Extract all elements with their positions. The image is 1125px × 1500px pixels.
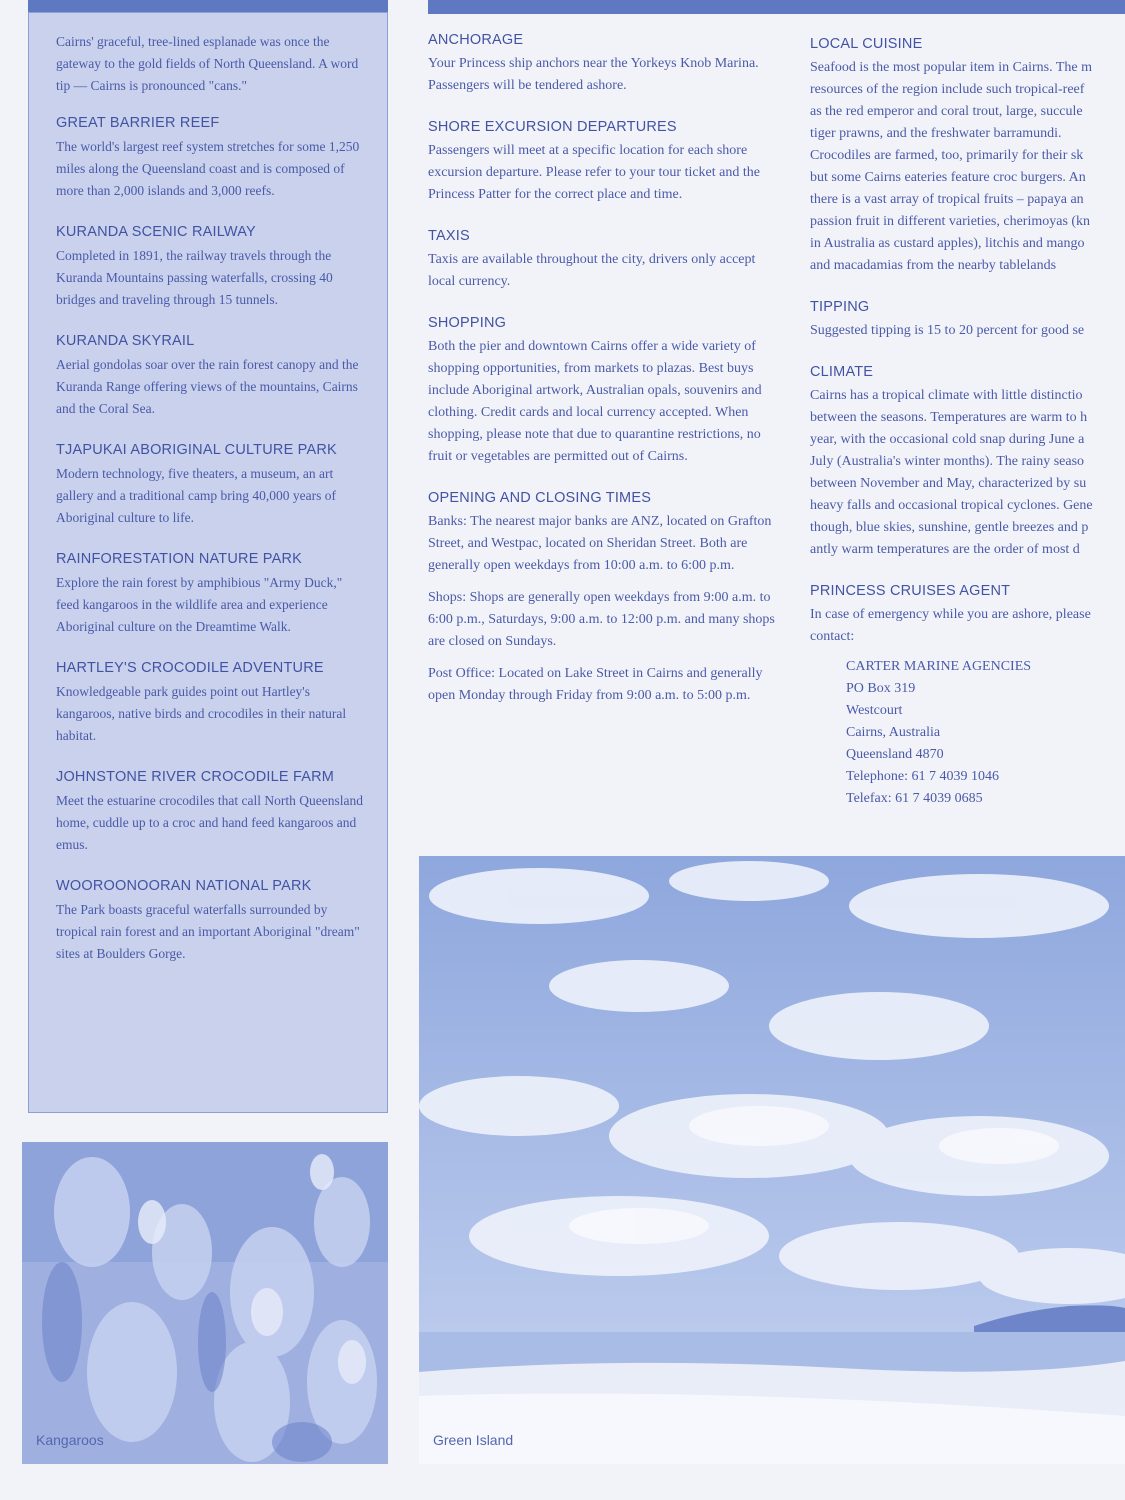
sidebar-item-text: Knowledgeable park guides point out Hartley's kangaroos, native birds and crocodiles in their natural habitat. (56, 684, 347, 743)
shopping-section (428, 315, 780, 468)
shops-text: Shops: Shops are generally open weekdays from 9:00 a.m. to 6:00 p.m., Saturdays, 9:00 a.m. to 12:00 p.m. and many shops are closed on Sundays. (428, 590, 775, 649)
agent-line: CARTER MARINE AGENCIES (846, 659, 1032, 674)
agent-line: Queensland 4870 (846, 747, 944, 762)
top-bar-right (428, 0, 1125, 14)
cuisine-line: as the red emperor and coral trout, large, succule (810, 104, 1083, 119)
sidebar-item-johnstone (56, 769, 367, 856)
sidebar-item-heading: GREAT BARRIER REEF (56, 115, 220, 131)
agent-line: Westcourt (846, 703, 903, 718)
anchorage-text: Your Princess ship anchors near the Yorkeys Knob Marina. Passengers will be tendered ashore. (428, 56, 759, 93)
green-island-image (419, 856, 1125, 1464)
sidebar-item-rainforestation (56, 551, 367, 638)
cuisine-line: tiger prawns, and the freshwater barramundi. (810, 126, 1062, 141)
sidebar-item-great-barrier-reef (56, 115, 367, 202)
sidebar-item-heading: JOHNSTONE RIVER CROCODILE FARM (56, 769, 335, 785)
shore-excursion-heading: SHORE EXCURSION DEPARTURES (428, 119, 677, 135)
kangaroos-caption: Kangaroos (36, 1432, 104, 1448)
agent-line: Telephone: 61 7 4039 1046 (846, 769, 999, 784)
middle-column (428, 32, 780, 729)
taxis-text: Taxis are available throughout the city, drivers only accept local currency. (428, 252, 756, 289)
post-office-text: Post Office: Located on Lake Street in Cairns and generally open Monday through Friday from 9:00 a.m. to 5:00 p.m. (428, 666, 763, 703)
kangaroos-photo (22, 1142, 388, 1464)
attractions-sidebar (28, 12, 388, 1113)
sidebar-item-heading: RAINFORESTATION NATURE PARK (56, 551, 303, 567)
sidebar-intro: Cairns' graceful, tree-lined esplanade was once the gateway to the gold fields of North Queensland. A word tip — Cairns is pronounced "cans." (56, 34, 359, 93)
sidebar-item-heading: KURANDA SCENIC RAILWAY (56, 224, 256, 240)
agent-section (810, 583, 1125, 810)
sidebar-item-heading: HARTLEY'S CROCODILE ADVENTURE (56, 660, 324, 676)
agent-heading: PRINCESS CRUISES AGENT (810, 583, 1011, 599)
sidebar-item-text: The world's largest reef system stretches for some 1,250 miles along the Queensland coast and is composed of more than 2,000 islands and 3,000 reefs. (56, 139, 360, 198)
shore-excursion-text: Passengers will meet at a specific location for each shore excursion departure. Please refer to your tour ticket and the Princess Patter for the correct place and time. (428, 143, 760, 202)
sidebar-item-hartleys (56, 660, 367, 747)
times-heading: OPENING AND CLOSING TIMES (428, 490, 652, 506)
anchorage-heading: ANCHORAGE (428, 32, 524, 48)
shopping-text: Both the pier and downtown Cairns offer a wide variety of shopping opportunities, from markets to plazas. Best buys include Aboriginal artwork, Australian opals, souvenirs and clothing. Credit cards and local currency accepted. When shopping, please note that due to quarantine restrictions, no fruit or vegetables are permitted out of Cairns. (428, 339, 762, 464)
sidebar-item-text: The Park boasts graceful waterfalls surrounded by tropical rain forest and an important Aboriginal "dream" sites at Boulders Gorge. (56, 902, 360, 961)
cuisine-line: but some Cairns eateries feature croc burgers. An (810, 170, 1086, 185)
sidebar-item-heading: TJAPUKAI ABORIGINAL CULTURE PARK (56, 442, 337, 458)
agent-line: Cairns, Australia (846, 725, 941, 740)
sidebar-item-tjapukai (56, 442, 367, 529)
sidebar-item-text: Explore the rain forest by amphibious "Army Duck," feed kangaroos in the wildlife area and experience Aboriginal culture on the Dreamtime Walk. (56, 575, 343, 634)
kangaroos-image (22, 1142, 388, 1464)
cuisine-line: and macadamias from the nearby tablelands (810, 258, 1057, 273)
sidebar-item-heading: WOOROONOORAN NATIONAL PARK (56, 878, 312, 894)
climate-section (810, 364, 1125, 561)
sidebar-item-heading: KURANDA SKYRAIL (56, 333, 195, 349)
climate-line: July (Australia's winter months). The rainy seaso (810, 454, 1085, 469)
cuisine-line: resources of the region include such tropical-reef (810, 82, 1085, 97)
tipping-heading: TIPPING (810, 299, 870, 315)
climate-line: year, with the occasional cold snap during June a (810, 432, 1085, 447)
sidebar-item-wooroonooran (56, 878, 367, 965)
sidebar-item-text: Aerial gondolas soar over the rain forest canopy and the Kuranda Range offering views of the mountains, Cairns and the Coral Sea. (56, 357, 359, 416)
agent-intro: In case of emergency while you are ashore, please contact: (810, 607, 1091, 644)
shopping-heading: SHOPPING (428, 315, 507, 331)
sidebar-item-kuranda-railway (56, 224, 367, 311)
sidebar-item-text: Modern technology, five theaters, a museum, an art gallery and a traditional camp bring 40,000 years of Aboriginal culture to life. (56, 466, 337, 525)
agent-address (846, 656, 1125, 810)
cuisine-line: passion fruit in different varieties, cherimoyas (kn (810, 214, 1091, 229)
sidebar-item-text: Completed in 1891, the railway travels through the Kuranda Mountains passing waterfalls, crossing 40 bridges and traveling through 15 tunnels. (56, 248, 333, 307)
shore-excursion-section (428, 119, 780, 206)
anchorage-section (428, 32, 780, 97)
climate-heading: CLIMATE (810, 364, 874, 380)
cuisine-line: in Australia as custard apples), litchis and mango (810, 236, 1085, 251)
sidebar-item-text: Meet the estuarine crocodiles that call North Queensland home, cuddle up to a croc and hand feed kangaroos and emus. (56, 793, 364, 852)
cuisine-text (810, 57, 1125, 277)
climate-line: antly warm temperatures are the order of most d (810, 542, 1080, 557)
taxis-heading: TAXIS (428, 228, 470, 244)
sidebar-item-kuranda-skyrail (56, 333, 367, 420)
climate-line: between the seasons. Temperatures are warm to h (810, 410, 1088, 425)
climate-line: heavy falls and occasional tropical cyclones. Gene (810, 498, 1093, 513)
climate-text (810, 385, 1125, 561)
climate-line: though, blue skies, sunshine, gentle breezes and p (810, 520, 1089, 535)
cuisine-line: Seafood is the most popular item in Cairns. The m (810, 60, 1093, 75)
cuisine-heading: LOCAL CUISINE (810, 36, 923, 52)
cuisine-section (810, 36, 1125, 277)
agent-line: Telefax: 61 7 4039 0685 (846, 791, 983, 806)
tipping-text: Suggested tipping is 15 to 20 percent for good se (810, 323, 1085, 338)
cuisine-line: there is a vast array of tropical fruits – papaya an (810, 192, 1084, 207)
climate-line: Cairns has a tropical climate with little distinctio (810, 388, 1083, 403)
tipping-section (810, 299, 1125, 342)
green-island-photo (419, 856, 1125, 1464)
green-island-caption: Green Island (433, 1432, 514, 1448)
banks-text: Banks: The nearest major banks are ANZ, located on Grafton Street, and Westpac, located on Sheridan Street. Both are generally open weekdays from 10:00 a.m. to 6:00 p.m. (428, 514, 772, 573)
climate-line: between November and May, characterized by su (810, 476, 1087, 491)
taxis-section (428, 228, 780, 293)
agent-line: PO Box 319 (846, 681, 916, 696)
cuisine-line: Crocodiles are farmed, too, primarily for their sk (810, 148, 1084, 163)
right-column (810, 36, 1125, 826)
times-section (428, 490, 780, 707)
